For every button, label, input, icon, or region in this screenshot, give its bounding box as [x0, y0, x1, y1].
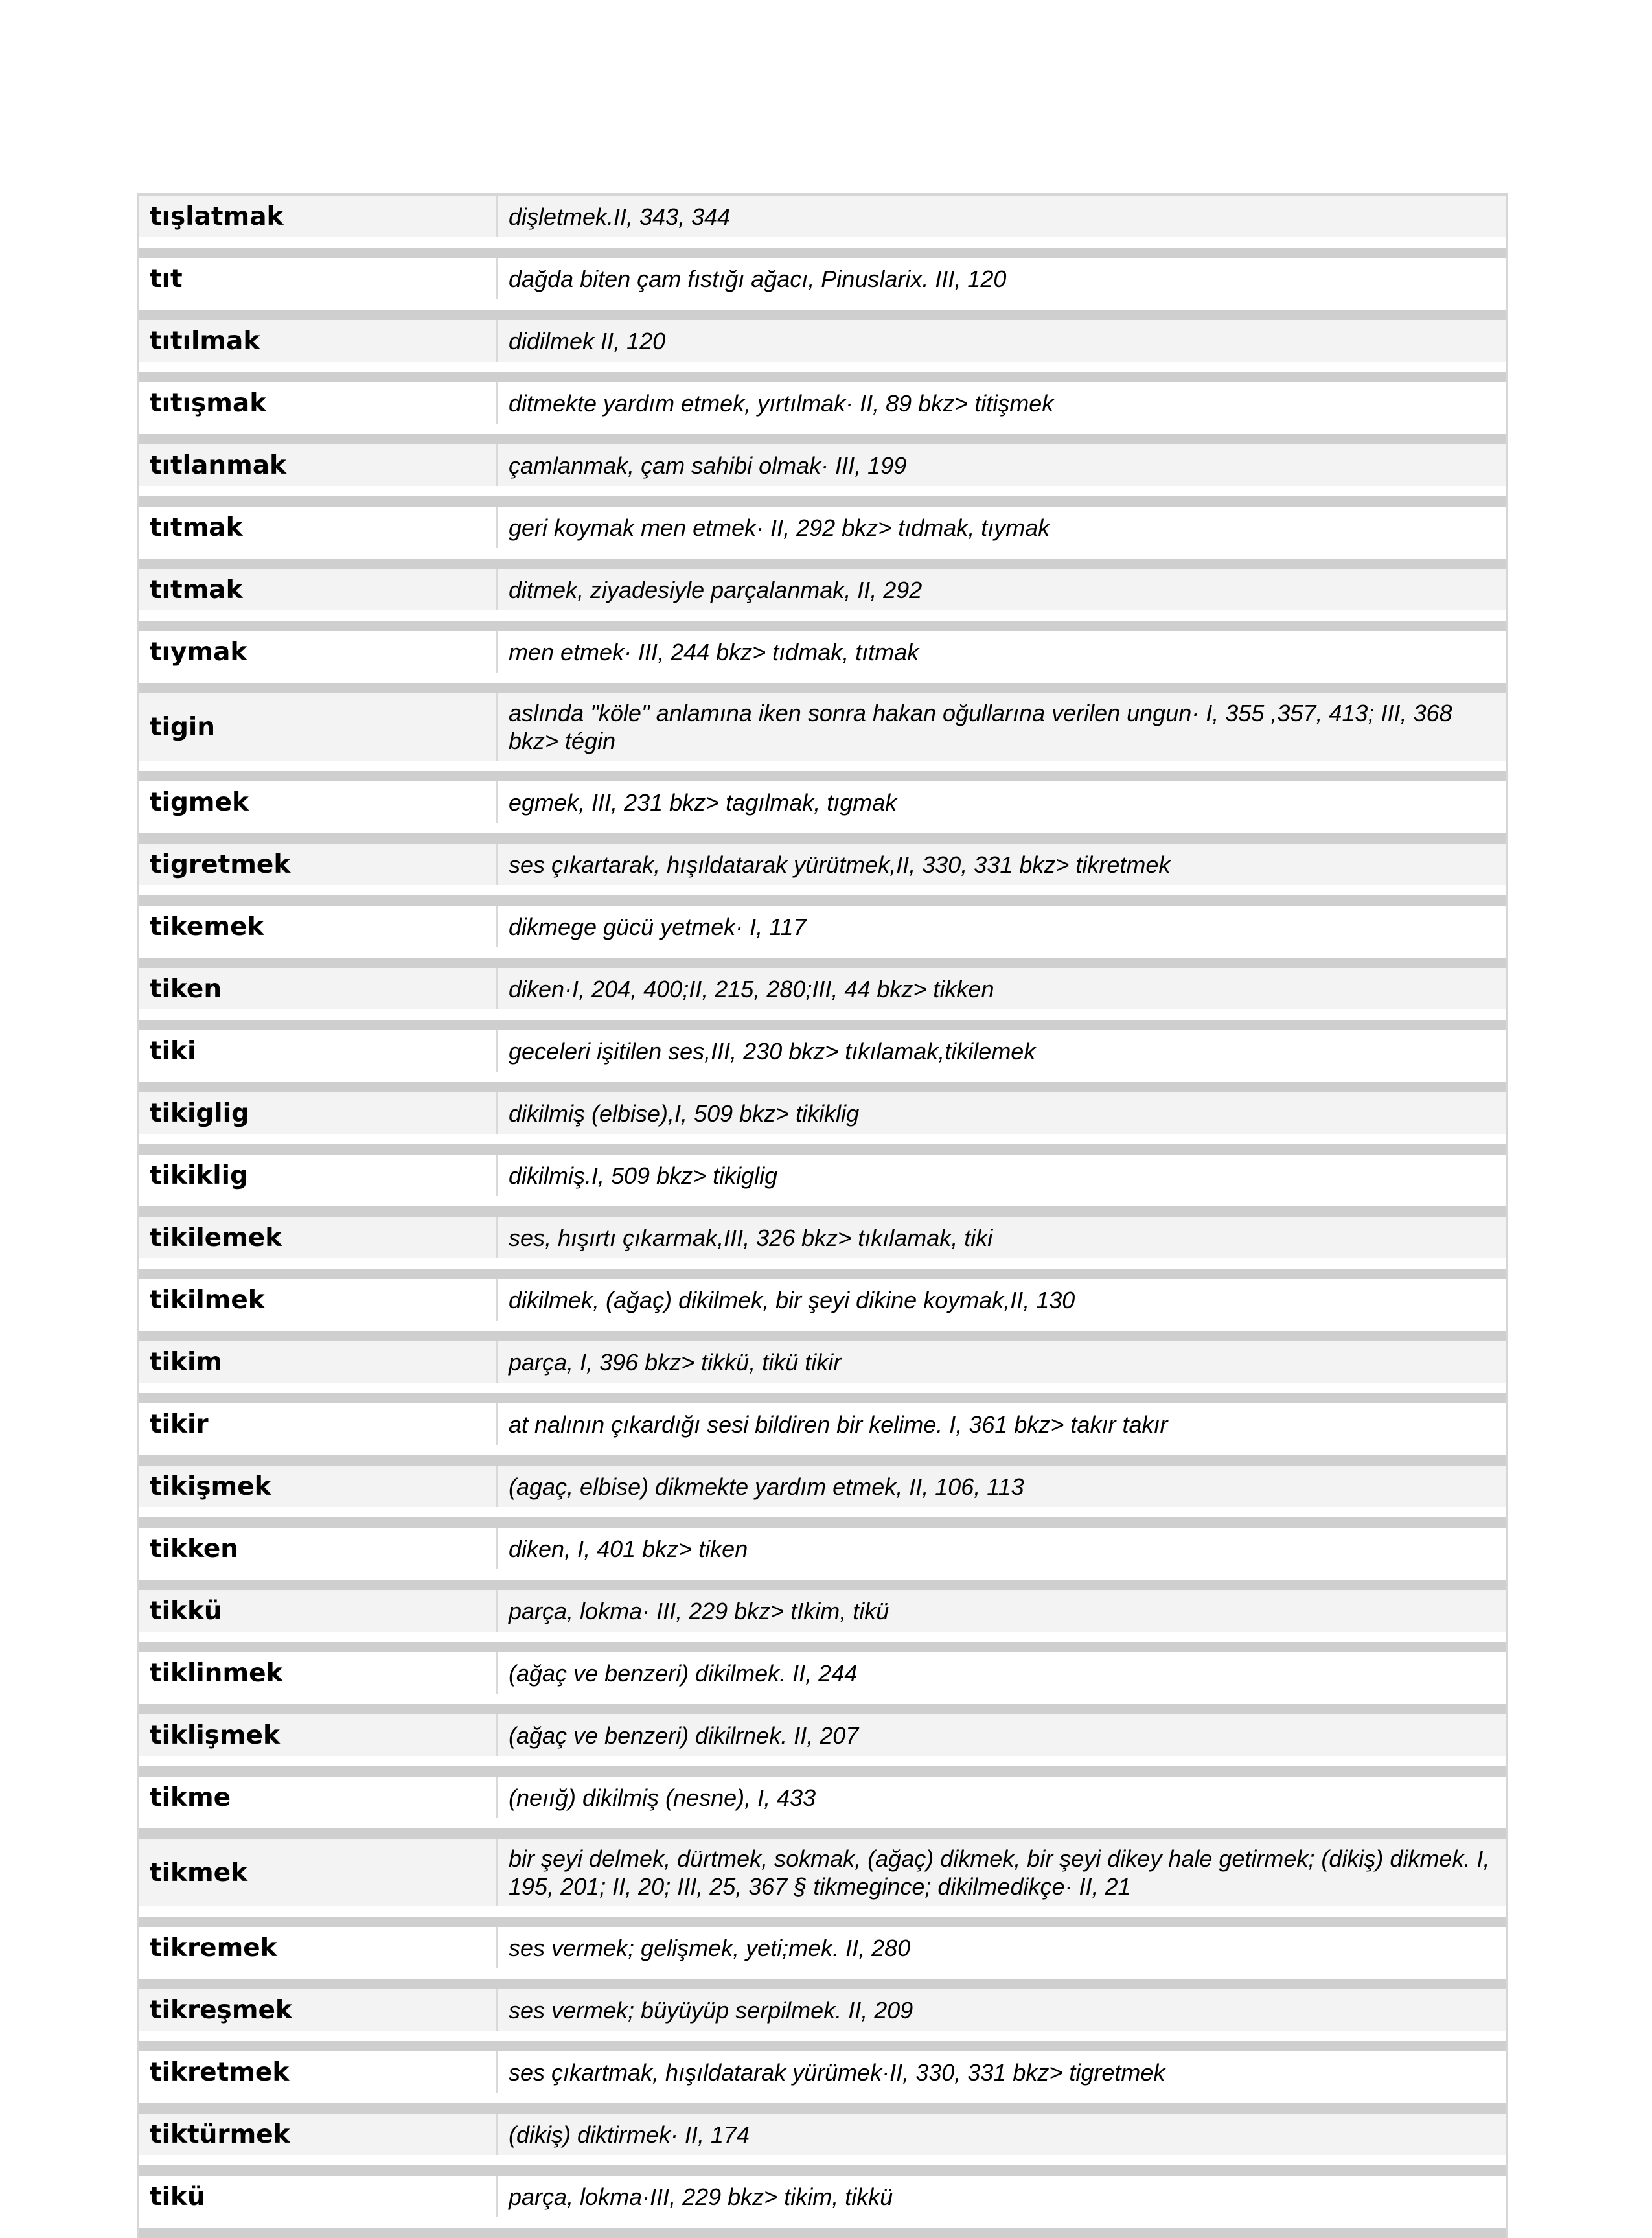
entry-term: tiklişmek: [139, 1714, 498, 1756]
table-row: [139, 1466, 1506, 1528]
entry-definition: dikilmiş (elbise),I, 509 bkz> tikiklig: [498, 1092, 1506, 1134]
entry-definition: diken, I, 401 bkz> tiken: [509, 1535, 748, 1562]
entry-definition: dikilmek, (ağaç) dikilmek, bir şeyi dikine koymak,II, 130: [509, 1286, 1075, 1313]
entry-definition: (dikiş) diktirmek· II, 174: [498, 2114, 1506, 2155]
entry-definition: dikmege gücü yetmek· I, 117: [509, 913, 807, 940]
entry-term: tikim: [139, 1341, 498, 1383]
entry-term: tiklinmek: [139, 1652, 498, 1694]
table-row: [139, 382, 1506, 444]
entry-definition: (ağaç ve benzeri) dikilrnek. II, 207: [498, 1714, 1506, 1756]
entry-term: tikiglig: [139, 1092, 498, 1134]
entry-term: tikü: [139, 2176, 498, 2217]
table-row: [139, 1030, 1506, 1092]
table-row: [139, 1279, 1506, 1341]
table-row: [139, 968, 1506, 1030]
table-row: [139, 844, 1506, 906]
entry-term: tikreşmek: [139, 1989, 498, 2031]
entry-term: tikemek: [139, 906, 498, 947]
entry-definition: parça, I, 396 bkz> tikkü, tikü tikir: [498, 1341, 1506, 1383]
entry-term: tigin: [139, 693, 498, 761]
entry-term: tiken: [139, 968, 498, 1009]
table-row: [139, 1528, 1506, 1590]
table-row: [139, 2114, 1506, 2176]
entry-term: tigmek: [139, 781, 498, 823]
entry-definition: didilmek II, 120: [498, 320, 1506, 362]
table-row: [139, 1403, 1506, 1466]
table-row: [139, 444, 1506, 507]
table-row: [139, 1590, 1506, 1652]
table-row: [139, 781, 1506, 844]
table-row: [139, 320, 1506, 382]
entry-definition: çamlanmak, çam sahibi olmak· III, 199: [498, 444, 1506, 486]
entry-definition: ditmekte yardım etmek, yırtılmak· II, 89 bkz> titişmek: [509, 389, 1054, 417]
table-row: [139, 1092, 1506, 1155]
entry-term: tikilemek: [139, 1217, 498, 1258]
table-row: [139, 196, 1506, 258]
entry-term: tikir: [139, 1403, 498, 1445]
entry-term: tıymak: [139, 631, 498, 673]
entry-definition: geri koymak men etmek· II, 292 bkz> tıdmak, tıymak: [509, 514, 1050, 541]
table-row: [139, 1927, 1506, 1989]
entry-definition: diken·I, 204, 400;II, 215, 280;III, 44 bkz> tikken: [498, 968, 1506, 1009]
entry-definition: geceleri işitilen ses,III, 230 bkz> tıkılamak,tikilemek: [509, 1037, 1036, 1065]
entry-term: tikremek: [139, 1927, 498, 1968]
entry-definition: men etmek· III, 244 bkz> tıdmak, tıtmak: [509, 638, 919, 665]
entry-term: tiktürmek: [139, 2114, 498, 2155]
entry-definition: (neıığ) dikilmiş (nesne), I, 433: [509, 1784, 816, 1811]
entry-term: tikiklig: [139, 1155, 498, 1196]
entry-definition: dişletmek.II, 343, 344: [498, 196, 1506, 237]
table-row: [139, 693, 1506, 781]
table-row: [139, 1652, 1506, 1714]
entry-definition: (ağaç ve benzeri) dikilmek. II, 244: [509, 1659, 858, 1687]
entry-definition: ses çıkartmak, hışıldatarak yürümek·II, 330, 331 bkz> tigretmek: [509, 2059, 1165, 2086]
entry-definition: parça, lokma·III, 229 bkz> tikim, tikkü: [509, 2183, 893, 2210]
entry-term: tikretmek: [139, 2051, 498, 2093]
entry-term: tigretmek: [139, 844, 498, 885]
table-row: [139, 1341, 1506, 1403]
table-row: [139, 507, 1506, 569]
entry-definition: dağda biten çam fıstığı ağacı, Pinuslarix. III, 120: [509, 265, 1007, 292]
table-row: [139, 1217, 1506, 1279]
entry-term: tıtmak: [139, 569, 498, 610]
table-row: [139, 1839, 1506, 1927]
table-row: [139, 2176, 1506, 2238]
entry-term: tikmek: [139, 1839, 498, 1906]
table-row: [139, 1777, 1506, 1839]
table-row: [139, 569, 1506, 631]
table-row: [139, 1989, 1506, 2051]
table-row: [139, 2051, 1506, 2114]
entry-term: tikme: [139, 1777, 498, 1818]
entry-definition: ses, hışırtı çıkarmak,III, 326 bkz> tıkılamak, tiki: [498, 1217, 1506, 1258]
table-row: [139, 906, 1506, 968]
dictionary-table: [137, 193, 1508, 2238]
entry-definition: ses vermek; büyüyüp serpilmek. II, 209: [498, 1989, 1506, 2031]
entry-term: tikişmek: [139, 1466, 498, 1507]
entry-term: tıtılmak: [139, 320, 498, 362]
table-row: [139, 1714, 1506, 1777]
entry-definition: bir şeyi delmek, dürtmek, sokmak, (ağaç) dikmek, bir şeyi dikey hale getirmek; (dikiş) dikmek. I, 195, 201; II, 20; III, 25, 367 § tikmegince; dikilmedikçe· II, 21: [498, 1839, 1506, 1906]
entry-definition: parça, lokma· III, 229 bkz> tIkim, tikü: [498, 1590, 1506, 1632]
table-row: [139, 631, 1506, 693]
entry-definition: (agaç, elbise) dikmekte yardım etmek, II, 106, 113: [498, 1466, 1506, 1507]
entry-term: tikken: [139, 1528, 498, 1569]
entry-definition: aslında "köle" anlamına iken sonra hakan oğullarına verilen ungun· I, 355 ,357, 413; III, 368 bkz> tégin: [498, 693, 1506, 761]
entry-definition: egmek, III, 231 bkz> tagılmak, tıgmak: [509, 789, 897, 816]
entry-term: tiki: [139, 1030, 498, 1072]
entry-definition: ses vermek; gelişmek, yeti;mek. II, 280: [509, 1934, 911, 1961]
entry-definition: ditmek, ziyadesiyle parçalanmak, II, 292: [498, 569, 1506, 610]
entry-term: tışlatmak: [139, 196, 498, 237]
entry-term: tikkü: [139, 1590, 498, 1632]
entry-definition: dikilmiş.I, 509 bkz> tikiglig: [509, 1162, 778, 1189]
entry-definition: ses çıkartarak, hışıldatarak yürütmek,II, 330, 331 bkz> tikretmek: [498, 844, 1506, 885]
entry-term: tıtlanmak: [139, 444, 498, 486]
entry-term: tikilmek: [139, 1279, 498, 1321]
entry-term: tıtışmak: [139, 382, 498, 424]
entry-definition: at nalının çıkardığı sesi bildiren bir kelime. I, 361 bkz> takır takır: [509, 1411, 1168, 1438]
table-row: [139, 1155, 1506, 1217]
entry-term: tıtmak: [139, 507, 498, 548]
table-row: [139, 258, 1506, 320]
entry-term: tıt: [139, 258, 498, 299]
